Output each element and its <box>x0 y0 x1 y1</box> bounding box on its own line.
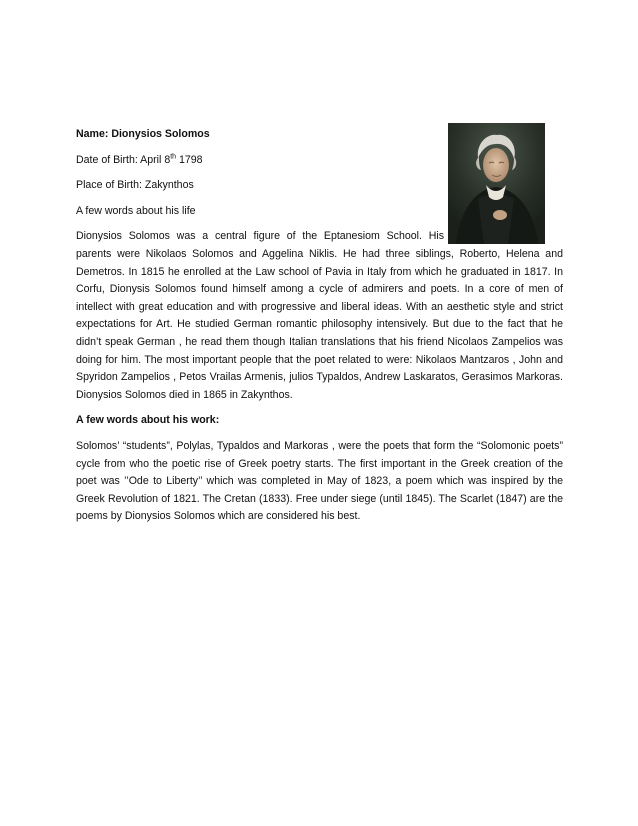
pob-line: Place of Birth: Zakynthos <box>76 179 194 192</box>
work-heading: A few words about his work: <box>76 414 220 427</box>
dob-line <box>76 152 563 170</box>
life-paragraph: parents were Nikolaos Solomos and Aggelina Niklis. He had three siblings, Roberto, Helena and Demetros. In 1815 he enrolled at the Law school of Pavia in Italy from which he graduated in 1817. In Corfu, Dionysis Solomos found himself among a cycle of admirers and poets. In a core of men of intellect with great education and with progressive and liberal ideas. With an aesthetic style and strict expectations for Art. He studied German romantic philosophy intensively. But due to the fact that he didn’t speak German , he read them though Italian translations that his friend Nicolaos Zampelios was doing for him. The most important people that the poet related to were: Nikolaos Mantzaros , John and Spyridon Zampelios , Petos Vrailas Armenis, julios Typaldos, Andrew Laskaratos, Gerasimos Markoras. Dionysios Solomos died in 1865 in Zakynthos. <box>76 247 563 401</box>
life-first-line: Dionysios Solomos was a central figure of the Eptanesiom School. His <box>76 230 444 243</box>
dob-prefix: Date of Birth: April 8 <box>76 153 171 166</box>
dob-suffix: 1798 <box>176 153 203 166</box>
life-heading: A few words about his life <box>76 204 196 217</box>
document-body <box>76 126 563 534</box>
work-paragraph: Solomos’ “students”, Polylas, Typaldos and Markoras , were the poets that form the “Solomonic poets” cycle from who the poetic rise of Greek poetry starts. The first important in the Greek creation of the poet was ’’Ode to Liberty’’ which was completed in May of 1823, a poem which was inspired by the Greek Revolution of 1821. The Cretan (1833). Free under siege (until 1845). The Scarlet (1847) are the poems by Dionysios Solomos which are considered his best. <box>76 439 563 523</box>
name-line: Name: Dionysios Solomos <box>76 128 210 140</box>
dob-superscript: th <box>170 153 177 161</box>
